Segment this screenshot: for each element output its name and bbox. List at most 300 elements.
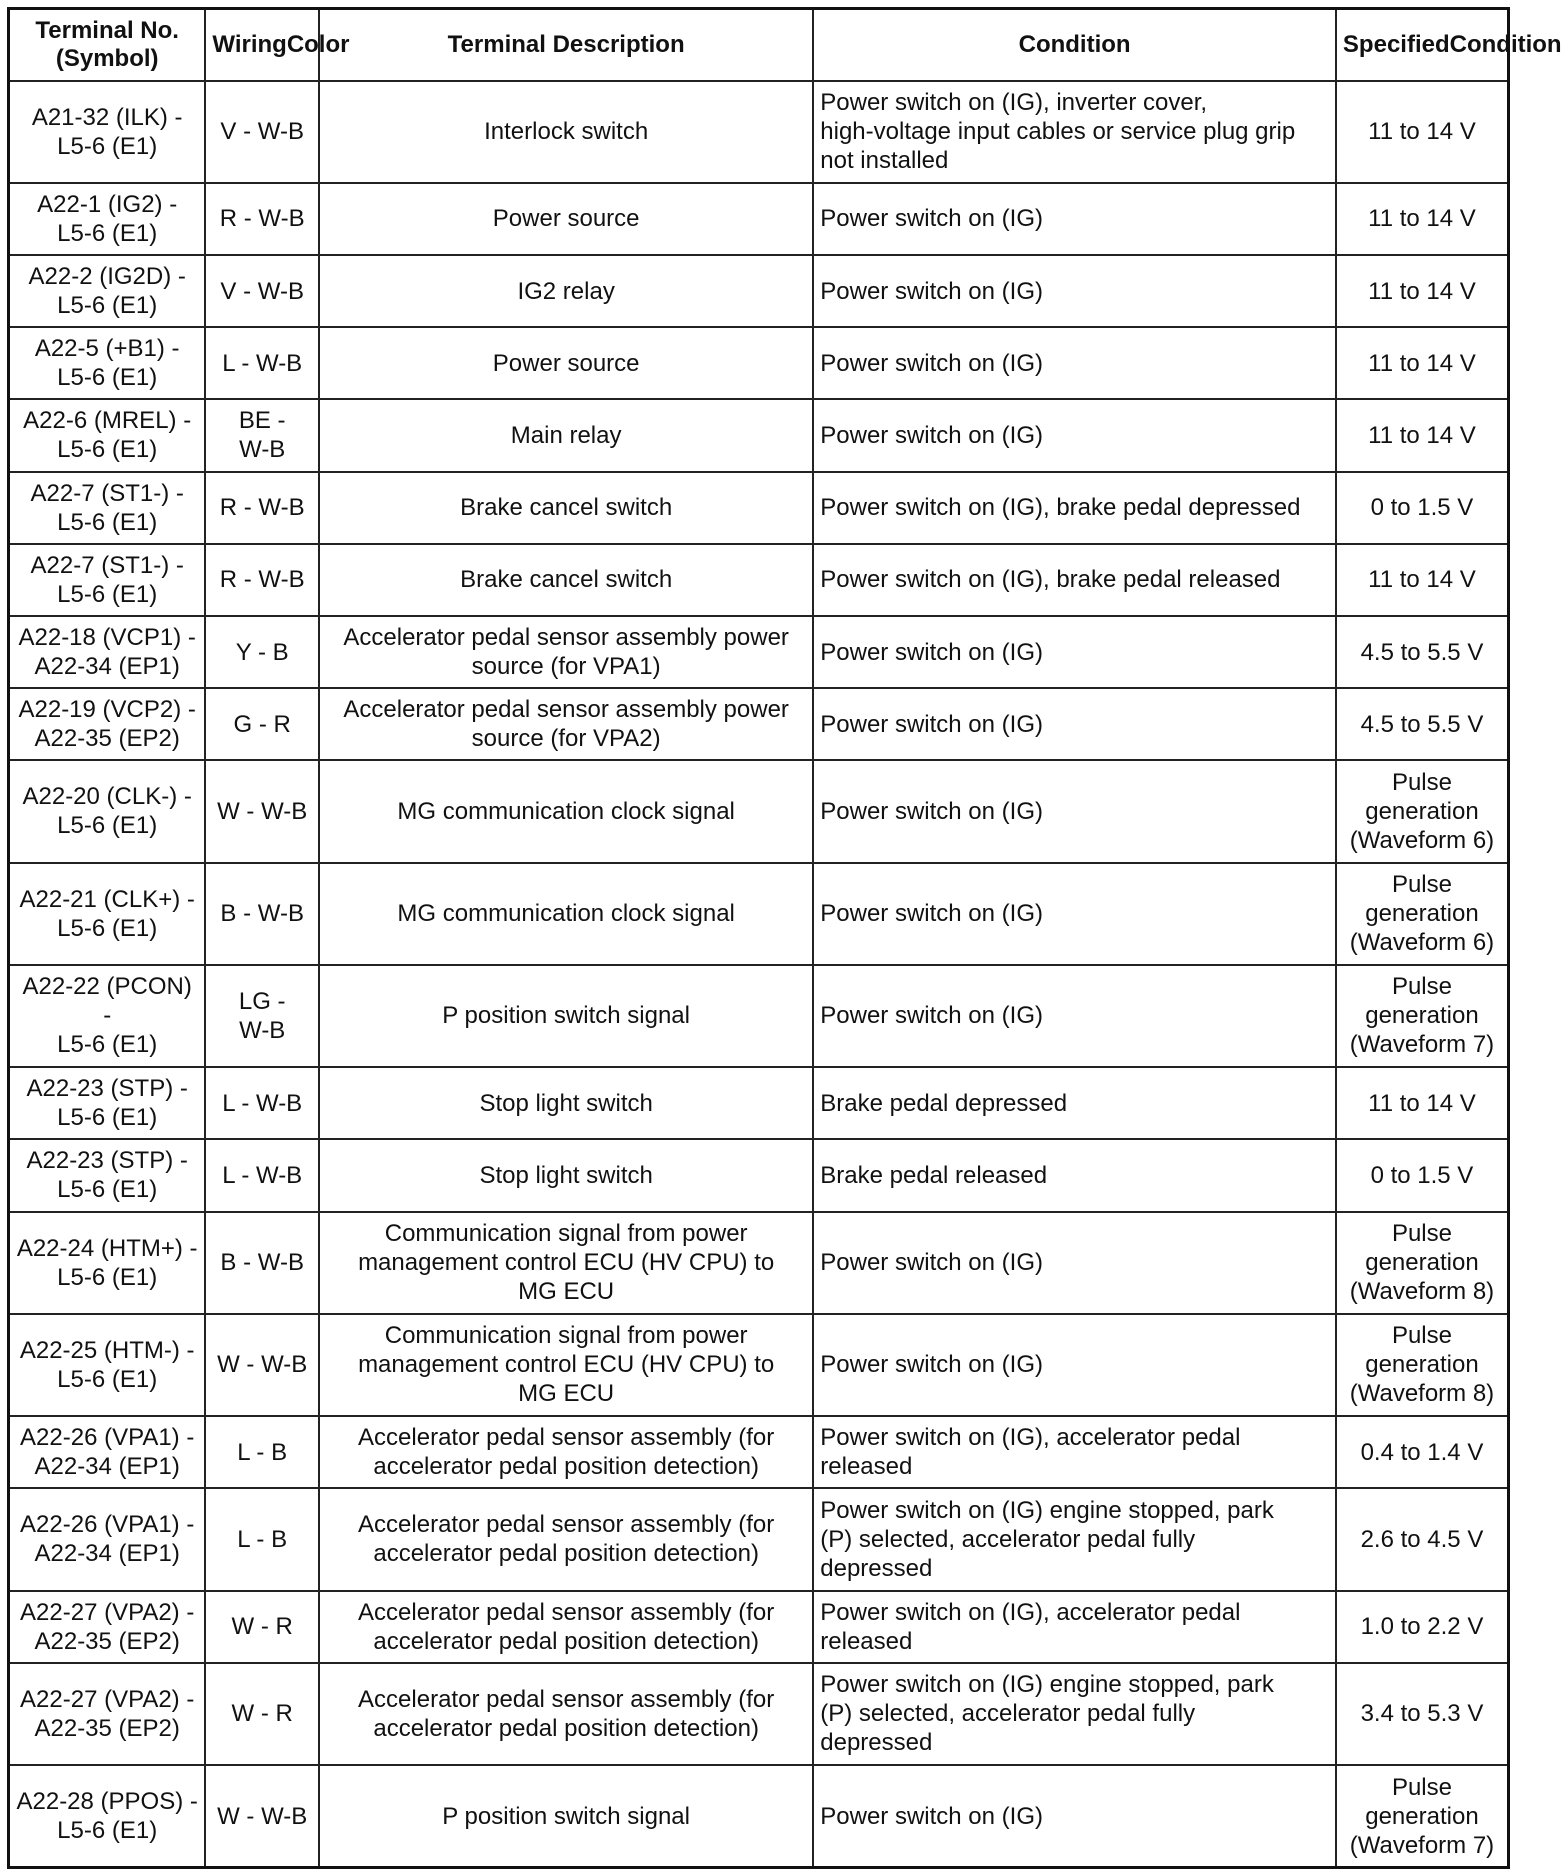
terminal-description-cell-text: Power source	[492, 205, 640, 233]
condition-cell-text: Brake pedal released	[820, 1161, 1048, 1189]
terminal-cell	[9, 81, 206, 183]
specified-condition-cell	[1336, 1663, 1509, 1765]
header-text-line: (Symbol)	[55, 44, 159, 72]
table-row	[9, 255, 1509, 327]
table-row	[9, 544, 1509, 616]
terminal-cell-text: A22-34 (EP1)	[34, 1453, 180, 1481]
condition-cell	[813, 544, 1336, 616]
terminal-cell-text: L5-6 (E1)	[57, 1817, 158, 1844]
terminal-cell-text: A22-21 (CLK+) -	[19, 885, 195, 913]
specified-condition-cell-text: Pulse	[1391, 1220, 1452, 1248]
terminal-cell-text: L5-6 (E1)	[57, 914, 158, 942]
specified-condition-cell-text: (Waveform 8)	[1349, 1278, 1495, 1306]
specified-condition-cell-text: (Waveform 8)	[1349, 1380, 1495, 1408]
table-row	[9, 688, 1509, 760]
condition-cell-text: Power switch on (IG)	[820, 797, 1043, 825]
condition-cell-text: Power switch on (IG) engine stopped, park	[820, 1671, 1274, 1699]
terminal-cell-text: A22-23 (STP) -	[26, 1147, 188, 1175]
terminal-cell-text: A22-35 (EP2)	[34, 725, 180, 753]
terminal-description-cell-text: Accelerator pedal sensor assembly (for	[358, 1511, 775, 1539]
condition-cell-text: (P) selected, accelerator pedal fully	[820, 1525, 1196, 1553]
specified-condition-cell	[1336, 183, 1509, 255]
terminal-spec-table	[7, 7, 1562, 1869]
condition-cell	[813, 81, 1336, 183]
terminal-description-cell-text: source (for VPA2)	[471, 725, 661, 753]
table-row	[9, 1416, 1509, 1488]
wiring-color-cell	[205, 183, 319, 255]
condition-cell-text: Power switch on (IG), accelerator pedal	[820, 1424, 1241, 1452]
condition-cell-text: high-voltage input cables or service plug grip	[820, 118, 1296, 146]
condition-cell-text: not installed	[820, 147, 949, 175]
condition-cell	[813, 965, 1336, 1067]
terminal-cell-text: A22-26 (VPA1) -	[20, 1511, 195, 1539]
wiring-color-cell-text: BE -	[238, 407, 286, 435]
header-text-line: Terminal Description	[447, 30, 685, 58]
wiring-color-cell-text: Y - B	[235, 638, 289, 666]
terminal-cell	[9, 255, 206, 327]
table-row	[9, 1212, 1509, 1314]
condition-cell	[813, 1416, 1336, 1488]
wiring-color-cell-text: W - R	[231, 1700, 293, 1728]
header-text-line: Terminal No.	[35, 16, 179, 44]
specified-condition-cell	[1336, 616, 1509, 688]
specified-condition-cell	[1336, 544, 1509, 616]
condition-cell-text: Power switch on (IG), inverter cover,	[820, 89, 1208, 117]
condition-cell	[813, 399, 1336, 471]
terminal-description-cell-text: Brake cancel switch	[460, 494, 673, 522]
table-row	[9, 965, 1509, 1067]
wiring-color-cell	[205, 327, 319, 399]
terminal-description-cell	[319, 1139, 813, 1211]
wiring-color-cell-text: L - W-B	[222, 1161, 303, 1189]
terminal-description-cell	[319, 760, 813, 862]
wiring-color-cell-text: B - W-B	[220, 900, 304, 928]
wiring-color-cell-text: L - B	[237, 1438, 288, 1466]
terminal-description-cell-text: Accelerator pedal sensor assembly power	[343, 624, 789, 651]
terminal-description-cell-text: Accelerator pedal sensor assembly (for	[358, 1598, 775, 1626]
terminal-cell	[9, 1416, 206, 1488]
wiring-color-cell-text: V - W-B	[220, 118, 304, 146]
condition-cell	[813, 1591, 1336, 1663]
terminal-description-cell	[319, 616, 813, 688]
wiring-color-cell	[205, 255, 319, 327]
table-body	[9, 81, 1509, 1868]
terminal-description-cell-text: management control ECU (HV CPU) to	[358, 1249, 775, 1277]
terminal-cell	[9, 965, 206, 1067]
terminal-description-cell-text: accelerator pedal position detection)	[373, 1540, 759, 1568]
specified-condition-cell-text: Pulse	[1391, 973, 1452, 1001]
specified-condition-cell	[1336, 1416, 1509, 1488]
terminal-cell	[9, 1314, 206, 1416]
terminal-cell-text: L5-6 (E1)	[57, 1365, 158, 1393]
specified-condition-cell-text: generation	[1365, 1002, 1479, 1030]
specified-condition-cell-text: 11 to 14 V	[1368, 421, 1476, 449]
terminal-description-cell	[319, 81, 813, 183]
terminal-cell	[9, 472, 206, 544]
terminal-cell	[9, 1067, 206, 1139]
specified-condition-cell	[1336, 1139, 1509, 1211]
table-row	[9, 81, 1509, 183]
header-terminal-no	[9, 9, 206, 81]
specified-condition-cell	[1336, 1067, 1509, 1139]
terminal-description-cell-text: P position switch signal	[442, 1002, 690, 1030]
condition-cell	[813, 1765, 1336, 1868]
wiring-color-cell	[205, 1663, 319, 1765]
table-row	[9, 863, 1509, 965]
condition-cell-text: Power switch on (IG)	[820, 1249, 1043, 1277]
table-row	[9, 760, 1509, 862]
condition-cell-text: Power switch on (IG)	[820, 1351, 1043, 1379]
terminal-description-cell-text: MG communication clock signal	[397, 797, 735, 825]
table-row	[9, 1314, 1509, 1416]
specified-condition-cell-text: Pulse	[1391, 1773, 1452, 1801]
condition-cell	[813, 255, 1336, 327]
condition-cell-text: released	[820, 1453, 913, 1481]
terminal-cell	[9, 863, 206, 965]
wiring-color-cell-text: L - W-B	[222, 1089, 303, 1117]
terminal-cell-text: L5-6 (E1)	[57, 812, 158, 840]
terminal-cell-text: A21-32 (ILK) -	[31, 103, 183, 131]
specified-condition-cell-text: 2.6 to 4.5 V	[1360, 1525, 1484, 1553]
condition-cell-text: depressed	[820, 1729, 933, 1757]
header-condition	[813, 9, 1336, 81]
header-terminal-description	[319, 9, 813, 81]
specified-condition-cell-text: 0 to 1.5 V	[1370, 494, 1474, 522]
wiring-color-cell	[205, 399, 319, 471]
terminal-cell	[9, 1765, 206, 1868]
terminal-description-cell-text: source (for VPA1)	[471, 653, 661, 680]
terminal-description-cell	[319, 544, 813, 616]
specified-condition-cell	[1336, 399, 1509, 471]
condition-cell	[813, 327, 1336, 399]
wiring-color-cell	[205, 1591, 319, 1663]
condition-cell	[813, 760, 1336, 862]
condition-cell	[813, 183, 1336, 255]
wiring-color-cell-text: B - W-B	[220, 1249, 304, 1277]
condition-cell-text: Power switch on (IG)	[820, 900, 1043, 928]
specified-condition-cell	[1336, 965, 1509, 1067]
terminal-cell-text: A22-18 (VCP1) -	[18, 624, 196, 651]
wiring-color-cell	[205, 1212, 319, 1314]
terminal-cell-text: A22-35 (EP2)	[34, 1714, 180, 1742]
terminal-description-cell-text: Power source	[492, 349, 640, 377]
condition-cell-text: Power switch on (IG)	[820, 710, 1043, 738]
terminal-description-cell	[319, 183, 813, 255]
terminal-description-cell	[319, 1314, 813, 1416]
specified-condition-cell-text: 11 to 14 V	[1368, 349, 1476, 377]
terminal-description-cell	[319, 1591, 813, 1663]
table-row	[9, 1591, 1509, 1663]
terminal-description-cell-text: MG ECU	[518, 1278, 615, 1306]
header-specified-condition	[1336, 9, 1562, 81]
terminal-cell-text: L5-6 (E1)	[57, 1031, 158, 1059]
terminal-cell	[9, 1212, 206, 1314]
terminal-description-cell	[319, 1488, 813, 1590]
wiring-color-cell-text: W - W-B	[217, 797, 308, 825]
condition-cell-text: depressed	[820, 1554, 933, 1582]
wiring-color-cell	[205, 688, 319, 760]
wiring-color-cell	[205, 1416, 319, 1488]
wiring-color-cell-text: W - W-B	[217, 1351, 308, 1379]
terminal-description-cell	[319, 965, 813, 1067]
terminal-cell-text: A22-22 (PCON) -	[22, 973, 192, 1030]
terminal-spec-sheet	[7, 7, 1562, 1869]
condition-cell-text: Power switch on (IG)	[820, 349, 1043, 377]
condition-cell-text: released	[820, 1627, 913, 1655]
condition-cell-text: Power switch on (IG)	[820, 1802, 1043, 1830]
terminal-description-cell-text: Accelerator pedal sensor assembly power	[343, 696, 789, 724]
terminal-description-cell-text: Communication signal from power	[384, 1220, 748, 1248]
terminal-cell-text: L5-6 (E1)	[57, 1176, 158, 1204]
wiring-color-cell	[205, 1765, 319, 1868]
condition-cell	[813, 1139, 1336, 1211]
wiring-color-cell-text: R - W-B	[219, 205, 305, 233]
table-row	[9, 1067, 1509, 1139]
condition-cell-text: Power switch on (IG)	[820, 421, 1043, 449]
condition-cell-text: Power switch on (IG)	[820, 277, 1043, 305]
terminal-cell	[9, 760, 206, 862]
specified-condition-cell	[1336, 472, 1509, 544]
terminal-cell	[9, 1139, 206, 1211]
specified-condition-cell-text: 11 to 14 V	[1368, 277, 1476, 305]
terminal-cell-text: L5-6 (E1)	[57, 580, 158, 608]
specified-condition-cell-text: 11 to 14 V	[1368, 566, 1476, 594]
wiring-color-cell-text: V - W-B	[220, 277, 304, 305]
terminal-description-cell	[319, 255, 813, 327]
terminal-cell	[9, 183, 206, 255]
condition-cell-text: Power switch on (IG), accelerator pedal	[820, 1598, 1241, 1626]
terminal-cell-text: A22-34 (EP1)	[34, 653, 180, 680]
terminal-description-cell	[319, 327, 813, 399]
terminal-description-cell-text: MG communication clock signal	[397, 900, 735, 928]
terminal-description-cell-text: management control ECU (HV CPU) to	[358, 1351, 775, 1379]
terminal-cell	[9, 1488, 206, 1590]
specified-condition-cell	[1336, 1314, 1509, 1416]
header-text-line: Specified	[1342, 30, 1450, 58]
terminal-cell	[9, 1663, 206, 1765]
terminal-cell	[9, 688, 206, 760]
terminal-description-cell-text: Interlock switch	[484, 118, 649, 146]
terminal-description-cell-text: accelerator pedal position detection)	[373, 1627, 759, 1655]
condition-cell	[813, 1067, 1336, 1139]
terminal-cell-text: A22-7 (ST1-) -	[30, 551, 184, 579]
specified-condition-cell-text: 4.5 to 5.5 V	[1360, 638, 1484, 666]
terminal-description-cell-text: Stop light switch	[479, 1161, 653, 1189]
terminal-description-cell	[319, 1067, 813, 1139]
terminal-cell-text: A22-6 (MREL) -	[23, 407, 192, 435]
terminal-description-cell-text: Accelerator pedal sensor assembly (for	[358, 1685, 775, 1713]
terminal-cell-text: A22-35 (EP2)	[34, 1627, 180, 1655]
condition-cell-text: Power switch on (IG) engine stopped, park	[820, 1496, 1274, 1524]
terminal-description-cell	[319, 472, 813, 544]
terminal-cell	[9, 616, 206, 688]
specified-condition-cell	[1336, 1591, 1509, 1663]
wiring-color-cell	[205, 1067, 319, 1139]
terminal-cell-text: L5-6 (E1)	[57, 436, 158, 464]
wiring-color-cell	[205, 616, 319, 688]
condition-cell-text: Power switch on (IG)	[820, 1002, 1043, 1030]
specified-condition-cell-text: Pulse	[1391, 768, 1452, 796]
terminal-cell-text: A22-28 (PPOS) -	[16, 1788, 198, 1815]
terminal-cell-text: L5-6 (E1)	[57, 1263, 158, 1291]
terminal-description-cell	[319, 1765, 813, 1868]
condition-cell-text: Power switch on (IG), brake pedal released	[820, 566, 1281, 594]
wiring-color-cell	[205, 965, 319, 1067]
condition-cell-text: (P) selected, accelerator pedal fully	[820, 1700, 1196, 1728]
wiring-color-cell-text: L - B	[237, 1525, 288, 1553]
table-row	[9, 399, 1509, 471]
header-row	[9, 9, 1509, 81]
terminal-cell-text: L5-6 (E1)	[57, 508, 158, 536]
table-row	[9, 183, 1509, 255]
table-row	[9, 1139, 1509, 1211]
terminal-description-cell	[319, 863, 813, 965]
specified-condition-cell-text: 11 to 14 V	[1368, 205, 1476, 233]
table-row	[9, 1765, 1509, 1868]
wiring-color-cell	[205, 760, 319, 862]
wiring-color-cell	[205, 1139, 319, 1211]
terminal-cell-text: A22-2 (IG2D) -	[28, 263, 186, 291]
wiring-color-cell	[205, 472, 319, 544]
specified-condition-cell	[1336, 327, 1509, 399]
terminal-cell-text: A22-1 (IG2) -	[37, 190, 178, 218]
table-row	[9, 616, 1509, 688]
specified-condition-cell-text: 1.0 to 2.2 V	[1360, 1613, 1484, 1641]
terminal-cell-text: A22-7 (ST1-) -	[30, 479, 184, 507]
terminal-cell	[9, 1591, 206, 1663]
specified-condition-cell	[1336, 255, 1509, 327]
specified-condition-cell-text: 11 to 14 V	[1368, 118, 1476, 146]
wiring-color-cell-text: R - W-B	[219, 566, 305, 594]
terminal-description-cell-text: Brake cancel switch	[460, 566, 673, 594]
terminal-description-cell	[319, 688, 813, 760]
terminal-cell-text: L5-6 (E1)	[57, 132, 158, 160]
terminal-description-cell-text: IG2 relay	[517, 277, 615, 305]
header-wiring-color	[205, 9, 350, 81]
table-row	[9, 472, 1509, 544]
wiring-color-cell	[205, 544, 319, 616]
specified-condition-cell-text: generation	[1365, 1351, 1479, 1379]
condition-cell	[813, 688, 1336, 760]
terminal-description-cell-text: Main relay	[510, 421, 622, 449]
wiring-color-cell	[205, 1488, 319, 1590]
terminal-cell-text: L5-6 (E1)	[57, 1104, 158, 1132]
condition-cell	[813, 1488, 1336, 1590]
terminal-description-cell-text: accelerator pedal position detection)	[373, 1714, 759, 1742]
specified-condition-cell	[1336, 760, 1509, 862]
condition-cell	[813, 1663, 1336, 1765]
specified-condition-cell-text: 3.4 to 5.3 V	[1360, 1700, 1484, 1728]
terminal-description-cell	[319, 1212, 813, 1314]
terminal-cell	[9, 399, 206, 471]
table-row	[9, 327, 1509, 399]
condition-cell-text: Power switch on (IG), brake pedal depressed	[820, 494, 1301, 522]
condition-cell	[813, 1314, 1336, 1416]
specified-condition-cell	[1336, 688, 1509, 760]
header-text-line: Color	[286, 30, 350, 58]
terminal-cell-text: A22-23 (STP) -	[26, 1075, 188, 1103]
terminal-cell-text: A22-5 (+B1) -	[34, 335, 180, 363]
terminal-description-cell	[319, 1416, 813, 1488]
table-row	[9, 1488, 1509, 1590]
condition-cell	[813, 863, 1336, 965]
wiring-color-cell	[205, 1314, 319, 1416]
specified-condition-cell-text: 11 to 14 V	[1368, 1089, 1476, 1117]
wiring-color-cell-text: R - W-B	[219, 494, 305, 522]
specified-condition-cell-text: 0 to 1.5 V	[1370, 1161, 1474, 1189]
terminal-cell-text: L5-6 (E1)	[57, 292, 158, 320]
terminal-description-cell-text: Communication signal from power	[384, 1322, 748, 1350]
specified-condition-cell	[1336, 1488, 1509, 1590]
wiring-color-cell	[205, 81, 319, 183]
specified-condition-cell-text: (Waveform 7)	[1349, 1831, 1495, 1859]
terminal-description-cell-text: Accelerator pedal sensor assembly (for	[358, 1424, 775, 1452]
specified-condition-cell	[1336, 81, 1509, 183]
terminal-cell	[9, 544, 206, 616]
wiring-color-cell-text: LG -	[238, 987, 286, 1015]
wiring-color-cell	[205, 863, 319, 965]
terminal-cell-text: A22-26 (VPA1) -	[20, 1424, 195, 1452]
wiring-color-cell-text: W - R	[231, 1613, 293, 1641]
terminal-cell-text: A22-25 (HTM-) -	[19, 1336, 195, 1364]
header-text-line: Wiring	[212, 30, 287, 58]
specified-condition-cell-text: (Waveform 6)	[1349, 929, 1495, 957]
condition-cell-text: Power switch on (IG)	[820, 205, 1043, 233]
condition-cell-text: Power switch on (IG)	[820, 638, 1043, 666]
specified-condition-cell-text: generation	[1365, 1802, 1479, 1830]
terminal-description-cell-text: accelerator pedal position detection)	[373, 1453, 759, 1481]
specified-condition-cell-text: generation	[1365, 900, 1479, 928]
specified-condition-cell-text: (Waveform 6)	[1349, 826, 1495, 854]
wiring-color-cell-text: W - W-B	[217, 1802, 308, 1830]
terminal-cell-text: L5-6 (E1)	[57, 219, 158, 247]
terminal-cell-text: A22-27 (VPA2) -	[20, 1598, 195, 1626]
condition-cell-text: Brake pedal depressed	[820, 1089, 1068, 1117]
terminal-description-cell	[319, 1663, 813, 1765]
condition-cell	[813, 472, 1336, 544]
terminal-cell-text: L5-6 (E1)	[57, 364, 158, 392]
terminal-description-cell	[319, 399, 813, 471]
header-text-line: Condition	[1018, 30, 1131, 58]
condition-cell	[813, 1212, 1336, 1314]
specified-condition-cell-text: generation	[1365, 1249, 1479, 1277]
terminal-cell-text: A22-34 (EP1)	[34, 1540, 180, 1568]
terminal-cell-text: A22-27 (VPA2) -	[20, 1685, 195, 1713]
wiring-color-cell-text: G - R	[233, 710, 291, 738]
terminal-description-cell-text: Stop light switch	[479, 1089, 653, 1117]
header-text-line: Condition	[1449, 30, 1562, 58]
table-row	[9, 1663, 1509, 1765]
terminal-description-cell-text: MG ECU	[518, 1380, 615, 1408]
specified-condition-cell-text: (Waveform 7)	[1349, 1031, 1495, 1059]
terminal-cell-text: A22-20 (CLK-) -	[22, 783, 192, 811]
condition-cell	[813, 616, 1336, 688]
terminal-cell-text: A22-19 (VCP2) -	[18, 696, 196, 724]
specified-condition-cell	[1336, 863, 1509, 965]
specified-condition-cell-text: 4.5 to 5.5 V	[1360, 710, 1484, 738]
wiring-color-cell-text: L - W-B	[222, 349, 303, 377]
specified-condition-cell-text: 0.4 to 1.4 V	[1360, 1438, 1484, 1466]
wiring-color-cell-text: W-B	[239, 1016, 286, 1044]
specified-condition-cell	[1336, 1212, 1509, 1314]
terminal-cell	[9, 327, 206, 399]
terminal-cell-text: A22-24 (HTM+) -	[16, 1234, 198, 1262]
terminal-description-cell-text: P position switch signal	[442, 1802, 690, 1830]
specified-condition-cell-text: Pulse	[1391, 1322, 1452, 1350]
specified-condition-cell-text: generation	[1365, 797, 1479, 825]
specified-condition-cell	[1336, 1765, 1509, 1868]
wiring-color-cell-text: W-B	[239, 436, 286, 464]
